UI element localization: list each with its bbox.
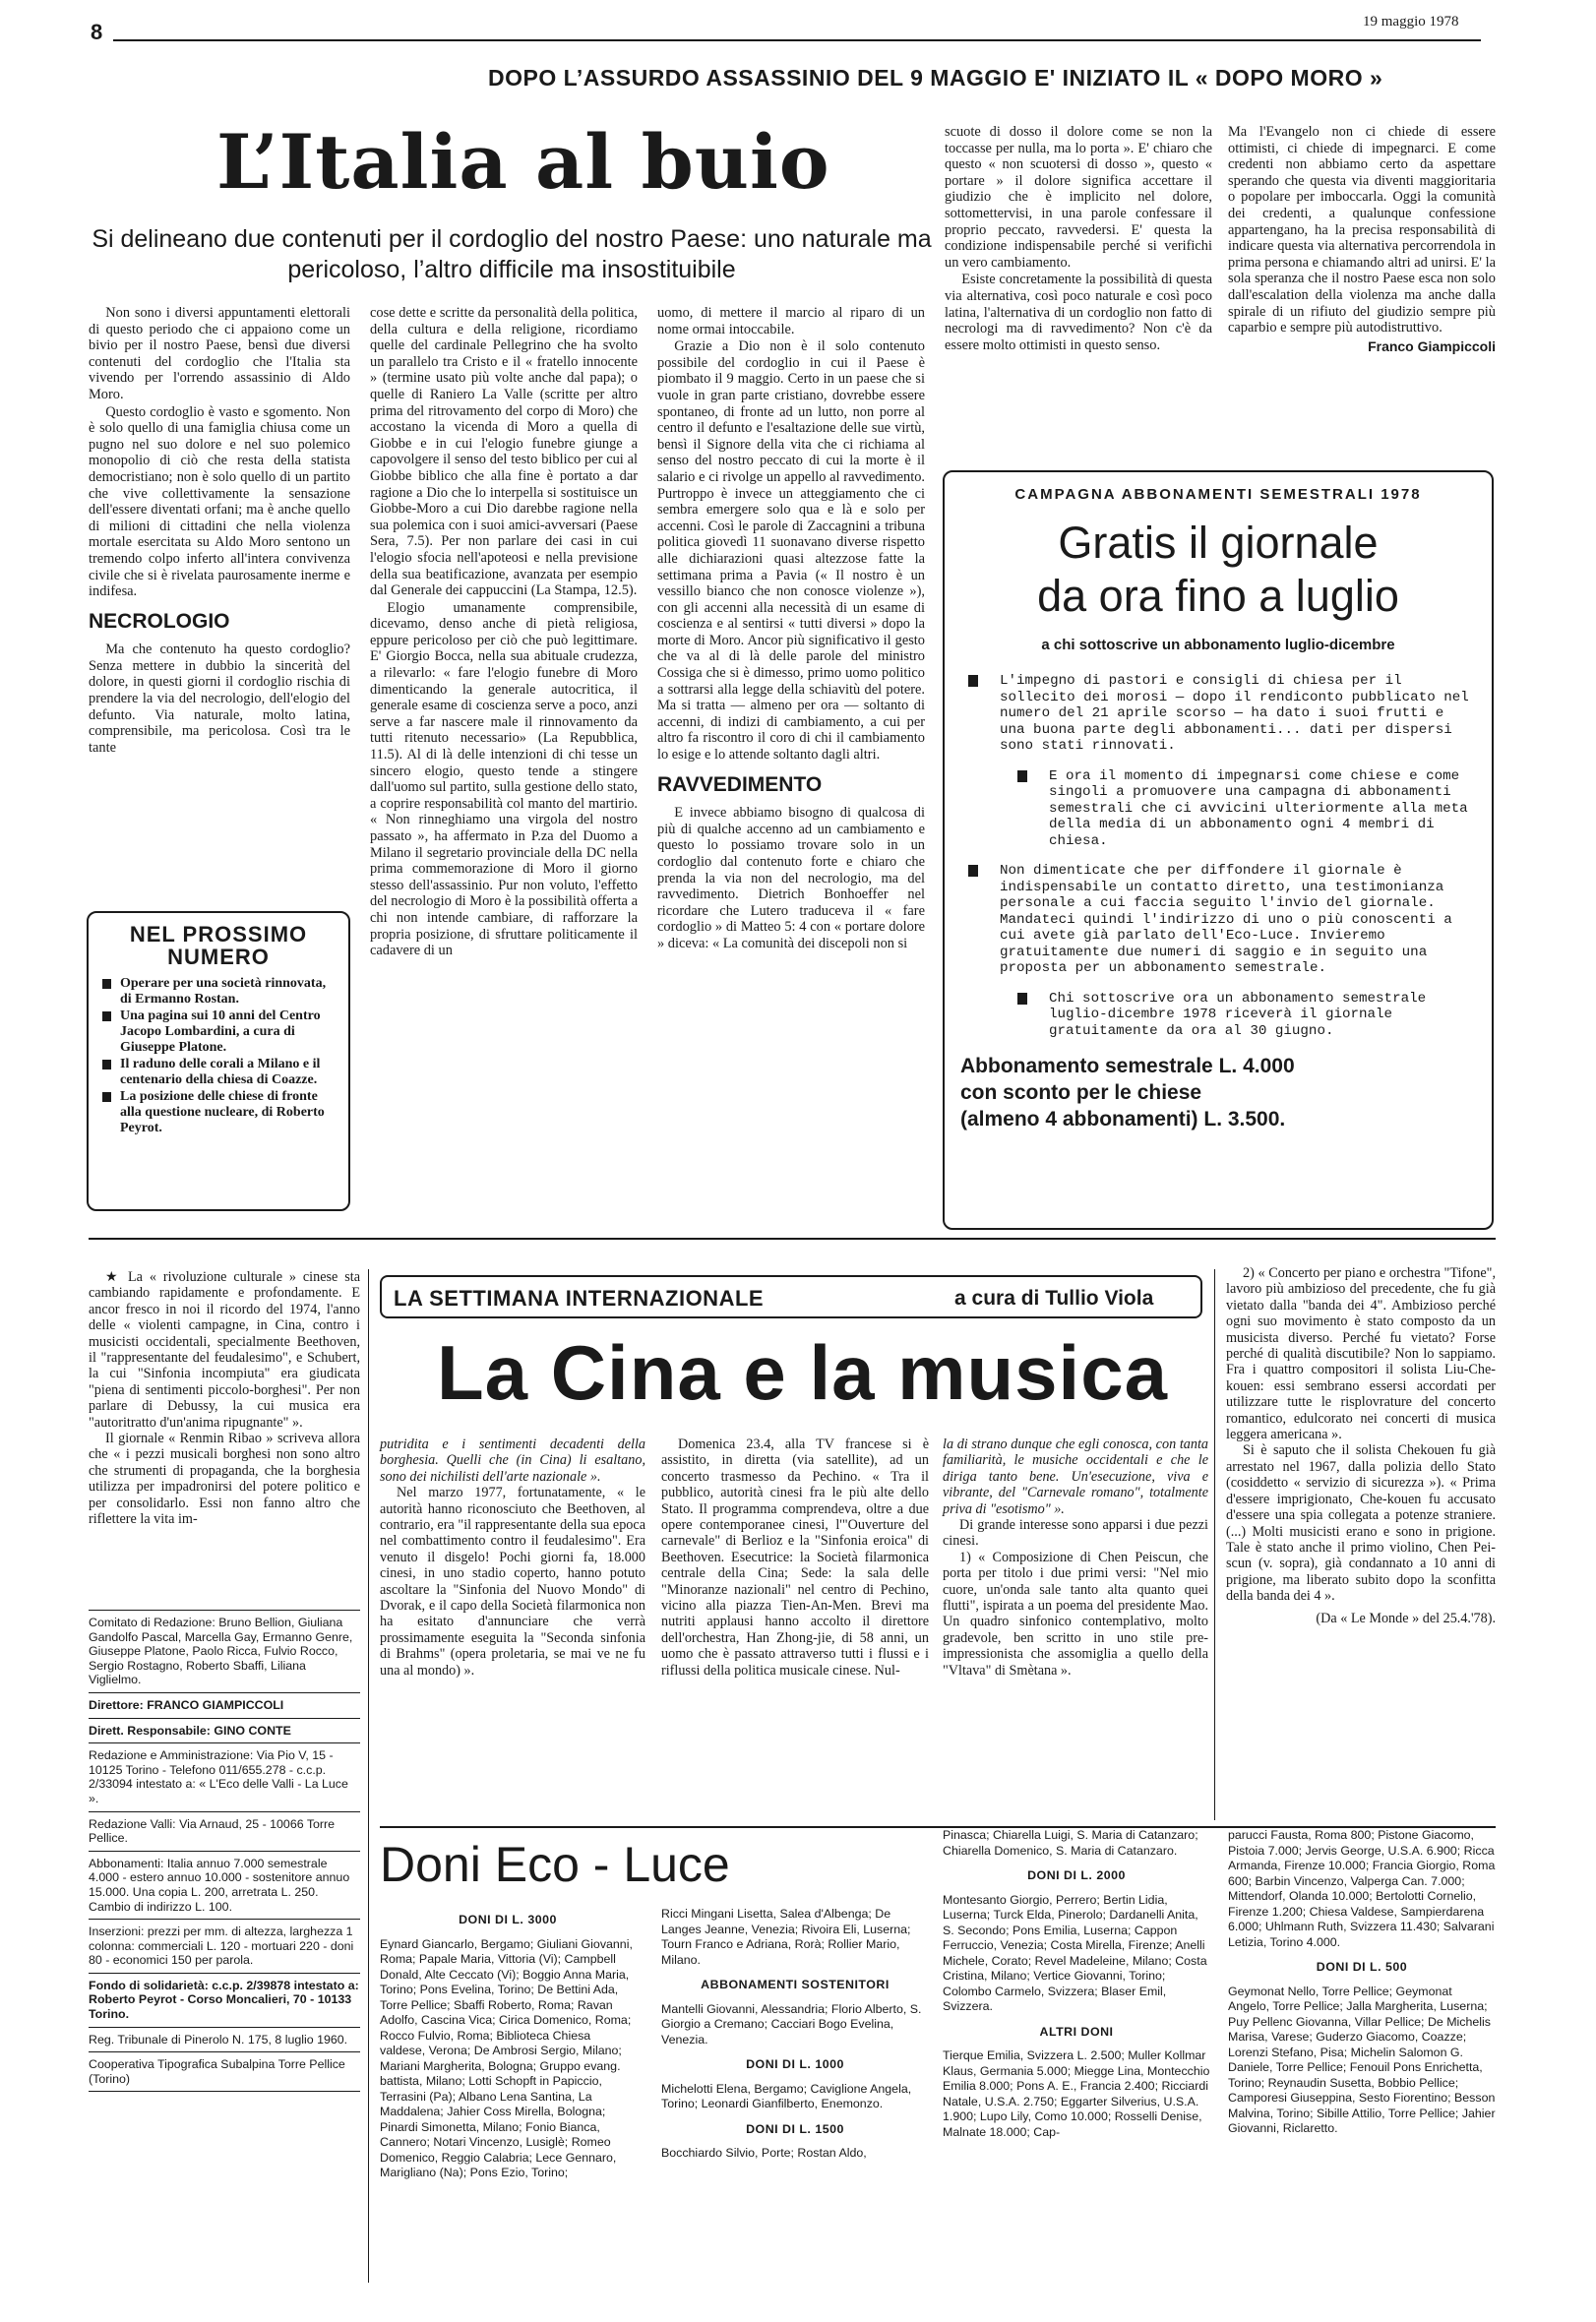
paragraph	[89, 1269, 360, 1431]
redazione-amministrazione: Redazione e Amministrazione: Via Pio V, 15 - 10125 Torino - Telefono 011/655.278 - c.c.p. 2/33094 intestato a: « L'Eco delle Valli - La Luce ».	[89, 1742, 360, 1810]
doni-column-1	[380, 1903, 636, 2287]
paragraph: 1) « Composizione di Chen Peiscun, che porta per titolo i due primi versi: "Nel mio cuore, un'onda sale tanto alta quanto quei flutti", ispirata a un poema del presidente Mao. Un quadro sinfonico contemplativo, molto gradevole, ben scritto in uno stile pre-impressionista che assomiglia a quello della "Vltava" di Smètana ».	[943, 1549, 1208, 1679]
cina-column-1	[380, 1436, 645, 1830]
comitato-redazione: Comitato di Redazione: Bruno Bellion, Giuliana Gandolfo Pascal, Marcella Gay, Ermanno Genre, Giuseppe Platone, Paolo Ricca, Fulvio Rocco, Sergio Rostagno, Roberto Sbaffi, Liliana Viglielmo.	[89, 1610, 360, 1692]
cina-column-3	[943, 1436, 1208, 1830]
doni-list: Eynard Giancarlo, Bergamo; Giuliani Giovanni, Roma; Papale Maria, Vittoria (Vi); Campbell Donald, Alte Ceccato (Vi); Boggio Anna Maria, Torino; Pons Evelina, Torino; De Bettini Ada, Torre Pellice; Sbaffi Roberto, Roma; Ravan Adolfo, Cascina Vica; Cirica Domenico, Roma; Rocco Fulvio, Roma; Biblioteca Chiesa valdese, Verona; De Ambrosi Sergio, Milano; Mariani Margherita, Bologna; Gruppo evang. battista, Milano; Lotti Schopft in Papiccio, Terrasini (Pa); Albano Lena Santina, La Maddalena; Jahier Coss Mirella, Bologna; Pinardi Simonetta, Milano; Fonio Bianca, Cannero; Notari Vincenzo, Lusiglè; Romeo Domenico, Reggio Calabria; Lece Gennaro, Marigliano (Na); Pons Ezio, Torino;	[380, 1936, 633, 2179]
doni-column-4	[1228, 1828, 1496, 2291]
source-note: (Da « Le Monde » del 25.4.'78).	[1316, 1610, 1496, 1626]
redazione-valli: Redazione Valli: Via Arnaud, 25 - 10066 Torre Pellice.	[89, 1811, 360, 1851]
list-item-text: Mandateci quindi l'indirizzo di uno o più conoscenti a cui avete già parlato dell'Eco-Luce. Invieremo gratuitamente due numeri di saggio e in seguito una proposta per un abbonamento semestrale.	[1000, 911, 1452, 976]
paragraph: cose dette e scritte da personalità della politica, della cultura e della religione, ricordiamo quelle del cardinale Pellegrino che ha svolto un parallelo tra Cristo e il « fratello innocente » (termine usato più volte anche dal papa); o quelle di Raniero La Valle (scritte per altro prima del ritrovamento del corpo di Moro) che accostano la vicenda di Moro a quella di Giobbe e in cui l'elogio funebre giunge a capovolgere il senso del testo biblico per cui al Giobbe biblico che alla fine è portato a dar ragione a Dio che lo interpella si sostituisce un Giobbe-Moro a cui Dio darebbe ragione nella sua polemica con i suoi amici-avversari (Paese Sera, 7.5). Per non parlare dei casi in cui l'elogio sfocia nell'apoteosi e nella previsione della sua beatificazione, avanzata per esempio dal Generale dei cappuccini (La Stampa, 12.5).	[370, 305, 638, 599]
settimana-author: a cura di Tullio Viola	[954, 1287, 1154, 1310]
rivoluzione-column	[89, 1269, 360, 1584]
column-rule	[1214, 1269, 1215, 1820]
paragraph-text: La « rivoluzione culturale » cinese sta cambiando rapidamente e profondamente. E ancor fresco in noi il ricordo del 1974, l'anno delle « violenti campagne, in Cina, contro i musicisti occidentali, specialmente Beethoven, il "rappresentante del feudalesimo", e Schubert, la cui "Sinfonia incompiuta" era giudicata "piena di sentimenti piccolo-borghesi". Per non parlare di Debussy, la cui musica era "autoritratto d'un'anima ripugnante" ».	[89, 1269, 360, 1431]
article-column-1	[89, 305, 350, 886]
doni-heading-altri: ALTRI DONI	[1039, 2024, 1114, 2039]
list-item: E ora il momento di impegnarsi come chiese e come singoli a promuovere una campagna di abbonamenti semestrali che ci avvicini ulteriormente alla meta della media di un abbonamento ogni 4 membri di chiesa.	[960, 768, 1476, 850]
campagna-list	[960, 673, 1476, 1039]
doni-list: Michelotti Elena, Bergamo; Caviglione Angela, Torino; Leonardi Gianfilberto, Enemonzo.	[661, 2081, 912, 2110]
section-heading-ravvedimento: RAVVEDIMENTO	[657, 772, 823, 796]
paragraph: Il giornale « Renmin Ribao » scriveva allora che « i pezzi musicali borghesi non sono altro che strumenti di propaganda, che la borghesia utilizza per impadronirsi del potere politico e per consolidarlo. Essi non fanno altro che riflettere la vita im-	[89, 1431, 360, 1528]
doni-heading-500: DONI DI L. 500	[1316, 1960, 1408, 1974]
doni-heading-1000: DONI DI L. 1000	[746, 2057, 844, 2071]
paragraph: Ma l'Evangelo non ci chiede di essere ottimisti, ci chiede di impegnarci. E come credenti non abbiamo certo da aspettare sperando che questa via diventi maggioritaria o popolare per imboccarla. Oggi la comunità dei credenti, a qualunque confessione appartengano, ha la precisa responsabilità di indicare questa via alternativa percorrendola in prima persona e chiamando altri ad unirsi. E' la sola speranza che il nostro Paese esca non solo dall'escalation della violenza ma anche dalla spirale di un rifiuto del giudizio sempre più caparbio e sempre più autodistruttivo.	[1228, 124, 1496, 336]
paragraph: Si è saputo che il solista Chekouen fu già arrestato nel 1967, dalla polizia dello Stato (cosiddetto « servizio di sicurezza »). « Prima d'essere imprigionato, Che-kouen fu accusato d'essere una spia collegata a potenze straniere. (...) Molti musicisti erano e sono in prigione. Tale è stato anche il primo violino, Chen Pei-scun (v. sopra), già condannato a 10 anni di prigione, ma liberato subito dopo la sconfitta della banda dei 4 ».	[1226, 1442, 1496, 1605]
article-subtitle: Si delineano due contenuti per il cordoglio del nostro Paese: uno naturale ma pericoloso, l’altro difficile ma insostituibile	[92, 225, 932, 283]
prossimo-numero-box	[87, 911, 350, 1211]
doni-title: Doni Eco - Luce	[380, 1837, 730, 1892]
direttore-text: Direttore: FRANCO GIAMPICCOLI	[89, 1697, 284, 1712]
article-column-4	[945, 124, 1212, 463]
paragraph: Non sono i diversi appuntamenti elettorali di questo periodo che ci appaiono come un bivio per il nostro Paese, bensì due diversi contenuti del cordoglio che l'Italia sta vivendo per l'orrendo assassinio di Aldo Moro.	[89, 305, 350, 402]
paragraph: Ma che contenuto ha questo cordoglio? Senza mettere in dubbio la sincerità del dolore, in questi giorni il cordoglio rischia di prendere la via del necrologio, dell'elogio del defunto. Via naturale, molto latina, comprensibile, ma pericolosa. Così tra le tante	[89, 642, 350, 756]
list-item	[960, 863, 1476, 977]
campagna-abbonamenti-box	[943, 470, 1494, 1230]
prossimo-numero-title: NEL PROSSIMO NUMERO	[129, 922, 308, 969]
inserzioni: Inserzioni: prezzi per mm. di altezza, larghezza 1 colonna: commerciali L. 120 - mortuari 220 - doni 80 - economici 150 per parola.	[89, 1919, 360, 1973]
prossimo-numero-list	[98, 976, 338, 1136]
doni-list: Mantelli Giovanni, Alessandria; Florio Alberto, S. Giorgio a Cremano; Cacciari Bogo Evelina, Venezia.	[661, 2001, 922, 2047]
paragraph: Esiste concretamente la possibilità di questa via alternativa, così poco naturale e così poco latina, l'alternativa di un cordoglio non fatto di necrologi ma di ravvedimento? Non c'è da essere molto ottimisti in questo senso.	[945, 272, 1212, 353]
doni-heading-1500: DONI DI L. 1500	[746, 2121, 844, 2136]
fondo-solidarieta	[89, 1973, 360, 2027]
star-icon: ★	[105, 1269, 122, 1285]
list-item: Il raduno delle corali a Milano e il centenario della chiesa di Coazze.	[98, 1057, 338, 1088]
list-item: Operare per una società rinnovata, di Ermanno Rostan.	[98, 976, 338, 1008]
doni-list: Montesanto Giorgio, Perrero; Bertin Lidia, Luserna; Turck Elda, Pinerolo; Dardanelli Anita, S. Secondo; Pons Emilia, Luserna; Cappon Ferruccio, Venezia; Costa Mirella, Firenze; Anelli Michele, Corato; Revel Madeleine, Milano; Costa Cristina, Milano; Vertice Giovanni, Torino; Colombo Carmelo, Svizzera; Blaser Emil, Svizzera.	[943, 1892, 1207, 2013]
registro-tribunale: Reg. Tribunale di Pinerolo N. 175, 8 luglio 1960.	[89, 2027, 360, 2052]
abbonamenti: Abbonamenti: Italia annuo 7.000 semestrale 4.000 - estero annuo 10.000 - sostenitore annuo 15.000. Una copia L. 200, arretrata L. 250. Cambio di indirizzo L. 100.	[89, 1851, 360, 1919]
list-item: L'impegno di pastori e consigli di chiesa per il sollecito dei morosi — dopo il rendiconto pubblicato nel numero del 21 aprile scorso — ha dato i suoi frutti e una buona parte degli abbonamenti... dati per dispersi sono stati rinnovati.	[960, 673, 1476, 755]
doni-heading-sostenitori: ABBONAMENTI SOSTENITORI	[701, 1978, 890, 1991]
article-column-2	[370, 305, 638, 1215]
paragraph: 2) « Concerto per piano e orchestra "Tifone", lavoro più ambizioso del precedente, che fu già vietato dalla "banda dei 4". Ambizioso perché ogni suo movimento è stato composto da un musicista diverso. Perché fu vietato? Forse perché di qualità discutibile? Non lo sappiamo. Fra i quattro compositori il solista Liu-Che-kouen: essi sembrano essersi accordati per utilizzare tutte le risplovrature del concerto romantico, edulcorato nei concerti di musica leggera americana ».	[1226, 1265, 1496, 1443]
page-number: 8	[91, 20, 103, 44]
campagna-price-3: (almeno 4 abbonamenti) L. 3.500.	[960, 1108, 1286, 1130]
doni-column-3	[943, 1828, 1210, 2291]
cina-column-4	[1226, 1265, 1496, 1797]
direttore-responsabile	[89, 1718, 360, 1743]
doni-list: Geymonat Nello, Torre Pellice; Geymonat Angelo, Torre Pellice; Jalla Margherita, Luserna; Puy Pellenc Giovanna, Villar Pellice; De Michelis Marisa, Varese; Guderzo Giacomo, Coazze; Lorenzi Stefano, Pisa; Michelin Salomon G. Daniele, Torre Pellice; Fenouil Pons Enrichetta, Torino; Reynaudin Susetta, Bobbio Pellice; Camporesi Giuseppina, Sesto Fiorentino; Besson Malvina, Torino; Sibille Attilio, Torre Pellice; Jahier Giovanni, Riclaretto.	[1228, 1984, 1496, 2135]
paragraph: Questo cordoglio è vasto e sgomento. Non è solo quello di una famiglia chiusa come un pugno nel suo dolore e nel suo polemico monopolio di ciò che resta della statista democristiano; non è solo quello di un partito che vive collettivamente la sensazione dell'essere diventati orfani; ma è anche quello di milioni di cittadini che nella violenza mortale esercitata su Aldo Moro sentono un tremendo colpo inferto all'intera convivenza civile che si è rivelata paurosamente inerme e indifesa.	[89, 403, 350, 600]
cina-column-2	[661, 1436, 929, 1830]
article-signature: Franco Giampiccoli	[1368, 337, 1496, 354]
direttore	[89, 1692, 360, 1718]
page-date: 19 maggio 1978	[1363, 14, 1459, 30]
doni-column-2	[661, 1907, 929, 2291]
campagna-tagline: a chi sottoscrive un abbonamento luglio-dicembre	[1041, 637, 1395, 653]
cina-headline: La Cina e la musica	[437, 1329, 1168, 1416]
column-rule	[368, 1269, 369, 2283]
doni-list: parucci Fausta, Roma 800; Pistone Giacomo, Pistoia 7.000; Jervis George, U.S.A. 6.900; Ricca Armanda, Firenze 10.000; Francia Giorgio, Roma 600; Barbin Vincenzo, Valperga Can. 7.000; Mittendorf, Olanda 10.000; Bertolotti Cornelio, Firenze 1.200; Chiesa Valdese, Sampierdarena 6.000; Uhlmann Ruth, Svizzera 11.430; Salvarani Letizia, Torino 4.000.	[1228, 1828, 1496, 1949]
paragraph: putridita e i sentimenti decadenti della borghesia. Quelli che (in Cina) li esaltano, sono dei nichilisti dell'arte nazionale ».	[380, 1436, 645, 1485]
paragraph: Domenica 23.4, alla TV francese si è assistito, in diretta (via satellite), ad un concerto trasmesso da Pechino. « Tra il pubblico, autorità cinesi fra le più alte dello Stato. Il programma comprendeva, oltre a due opere contemporanee cinesi, l'"Ouverture del carnevale" di Berlioz e la "Sinfonia eroica" di Beethoven. Esecutrice: la Società filarmonica centrale della Cina; Sede: la sala delle "Minoranze nazionali" nel centro di Pechino, vicino alla piazza Tien-An-Men. Brevi ma nutriti applausi hanno accolto il direttore dell'orchestra, Han Zhong-jie, di 58 anni, un uomo che è passato attraverso tutti i flussi e i riflussi della politica musicale cinese. Nul-	[661, 1436, 929, 1679]
section-heading-necrologio: NECROLOGIO	[89, 609, 230, 633]
paragraph: scuote di dosso il dolore come se non la toccasse per nulla, ma lo porta ». E' chiaro che questo « non scuotersi di dosso », questo « portare » il dolore significa accettare il giudizio che è implicito nel dolore, sottomettervisi, in una parole confessare il proprio peccato, ravvedersi. E' questa la condizione indispensabile perché si verifichi un vero cambiamento.	[945, 124, 1212, 271]
settimana-label: LA SETTIMANA INTERNAZIONALE	[394, 1286, 765, 1311]
campagna-price-2: con sconto per le chiese	[960, 1081, 1202, 1104]
list-item: Una pagina sui 10 anni del Centro Jacopo Lombardini, a cura di Giuseppe Platone.	[98, 1008, 338, 1056]
paragraph: E invece abbiamo bisogno di qualcosa di più di qualche accenno ad un cambiamento e questo lo possiamo trovare solo in un cordoglio dal contenuto forte e chiaro che prenda la via non del necrologio, ma del ravvedimento. Dietrich Bonhoeffer nel ricordare che Lutero traduceva il « fare cordoglio » di Matteo 5: 4 con « portare dolore » diceva: « La comunità dei discepoli non si	[657, 805, 925, 951]
tipografia: Cooperativa Tipografica Subalpina Torre Pellice (Torino)	[89, 2051, 360, 2092]
paragraph: uomo, di mettere il marcio al riparo di un nome ormai intoccabile.	[657, 305, 925, 337]
list-item: Chi sottoscrive ora un abbonamento semestrale luglio-dicembre 1978 riceverà il giornale gratuitamente da ora al 30 giugno.	[960, 991, 1476, 1040]
credits-box	[89, 1610, 360, 2285]
doni-list: Bocchiardo Silvio, Porte; Rostan Aldo,	[661, 2146, 867, 2160]
responsabile-text: Dirett. Responsabile: GINO CONTE	[89, 1723, 291, 1738]
paragraph: Elogio umanamente comprensibile, dicevamo, denso anche di pietà religiosa, eppure pericoloso per ciò che può legittimare. E' Giorgio Bocca, nella sua abituale crudezza, a rilevarlo: « fare l'elogio funebre di Moro dimenticando la generale autocritica, il generale esame di coscienza serve a poco, anzi serve a far nascere male il rinnovamento da tutti ritenuto necessario» (La Repubblica, 11.5). Al di là delle intenzioni di chi tesse un sincero elogio, questo tende a stingere dall'uomo sul partito, sulla gestione dello stato, a coprire responsabilità col manto del martirio. « Non rinneghiamo una virgola del nostro passato », ha affermato in P.za del Duomo a Milano il segretario provinciale della DC nella prima commemorazione di Moro il giorno stesso dell'assassinio. Pur non voluto, l'effetto del necrologio di Moro è la possibilità offerta a chi non intende cambiare, di rafforzare la propria posizione, di sfruttare politicamente il cadavere di un	[370, 599, 638, 959]
campagna-headline-1: Gratis il giornale	[1058, 518, 1379, 568]
campagna-heading: CAMPAGNA ABBONAMENTI SEMESTRALI 1978	[1014, 486, 1422, 503]
doni-list: Ricci Mingani Lisetta, Salea d'Albenga; De Langes Jeanne, Venezia; Rivoira Eli, Luserna; Tourn Franco e Adriana, Rorà; Rollier Mario, Milano.	[661, 1907, 911, 1967]
list-item-text: Non dimenticate che per diffondere il giornale è indispensabile un contatto diretto, una testimonianza personale a cui faccia seguito l'invio del giornale.	[1000, 863, 1444, 911]
fondo-text: Fondo di solidarietà: c.c.p. 2/39878 intestato a: Roberto Peyrot - Corso Moncalieri, 70 - 10133 Torino.	[89, 1978, 359, 2022]
campagna-price-1: Abbonamento semestrale L. 4.000	[960, 1055, 1295, 1077]
article-column-3	[657, 305, 925, 1215]
paragraph: Di grande interesse sono apparsi i due pezzi cinesi.	[943, 1517, 1208, 1550]
settimana-internazionale-bar	[380, 1275, 1202, 1318]
campagna-headline-2: da ora fino a luglio	[1037, 571, 1399, 621]
doni-list: Pinasca; Chiarella Luigi, S. Maria di Catanzaro; Chiarella Domenico, S. Maria di Catanzaro.	[943, 1828, 1198, 1858]
article-headline: L’Italia al buio	[216, 118, 830, 206]
section-divider	[89, 1238, 1496, 1240]
list-item: La posizione delle chiese di fronte alla questione nucleare, di Roberto Peyrot.	[98, 1089, 338, 1136]
doni-list: Tierque Emilia, Svizzera L. 2.500; Muller Kollmar Klaus, Germania 5.000; Miegge Lina, Montecchio Emilia 8.000; Pons A. E., Francia 2.400; Ricciardi Natale, U.S.A. 2.750; Eggarter Silverius, U.S.A. 1.900; Lupo Lily, Como 10.000; Rosselli Denise, Malnate 18.000; Cap-	[943, 2048, 1210, 2139]
doni-heading-2000: DONI DI L. 2000	[1027, 1868, 1126, 1882]
paragraph: Grazie a Dio non è il solo contenuto possibile del cordoglio in cui il Paese è piombato il 9 maggio. Certo in un paese che si vuole in gran parte cristiano, dovrebbe essere spontaneo, di fronte ad un lutto, non porre al centro il defunto e l'esaltazione delle sue virtù, bensì il Signore della vita che ci richiama al senso del nostro peccato di cui la morte è il salario e ci rivolge un appello al ravvedimento. Purtroppo è invece un atteggiamento che ci sembra emergere solo qua e là e solo per accenni. Così le parole di Zaccagnini a tribuna politica giovedì 11 suonavano diverse rispetto alle dichiarazioni quasi altezzose fatte la settimana prima a Pavia (« Il nostro è un vessillo bianco che non conosce violenze »), con gli accenni alla necessità di un esame di coscienza e al sentirsi « tutti diversi » dopo la morte di Moro. Ancor più significativo il gesto che va al di là delle parole del ministro Cossiga che si è dimesso, primo uomo politico a sottrarsi alla legge della schiavitù del potere. Ma si tratta — almeno per ora — soltanto di accenni, di indizi di cambiamento, a cui per altro fa riscontro il coro di chi il cambiamento lo esige e lo attende soltanto dagli altri.	[657, 338, 925, 764]
paragraph: la di strano dunque che egli conosca, con tanta familiarità, le musiche occidentali e che le diriga tanto bene. Un'esecuzione, viva e vibrante, del "Carnevale romano", totalmente priva di "esotismo" ».	[943, 1436, 1208, 1517]
article-kicker: DOPO L’ASSURDO ASSASSINIO DEL 9 MAGGIO E' INIZIATO IL « DOPO MORO »	[488, 65, 1383, 91]
paragraph: Nel marzo 1977, fortunatamente, « le autorità hanno riconosciuto che Beethoven, al contrario, era "il rappresentante della sua epoca nel combattimento contro il feudalesimo". Era venuto il disgelo! Pochi giorni fa, 18.000 cinesi, in uno stadio coperto, hanno potuto ascoltare la "Sinfonia del Nuovo Mondo" di Dvorak, e il capo della Società filarmonica non ha esitato d'annunciare che verrà prossimamente eseguita la "Seconda sinfonia di Brahms" (opera proletaria, se mai ve ne fu una al mondo) ».	[380, 1485, 645, 1679]
article-column-5	[1228, 124, 1496, 463]
doni-heading-3000: DONI DI L. 3000	[459, 1913, 557, 1926]
header-rule	[113, 39, 1481, 41]
